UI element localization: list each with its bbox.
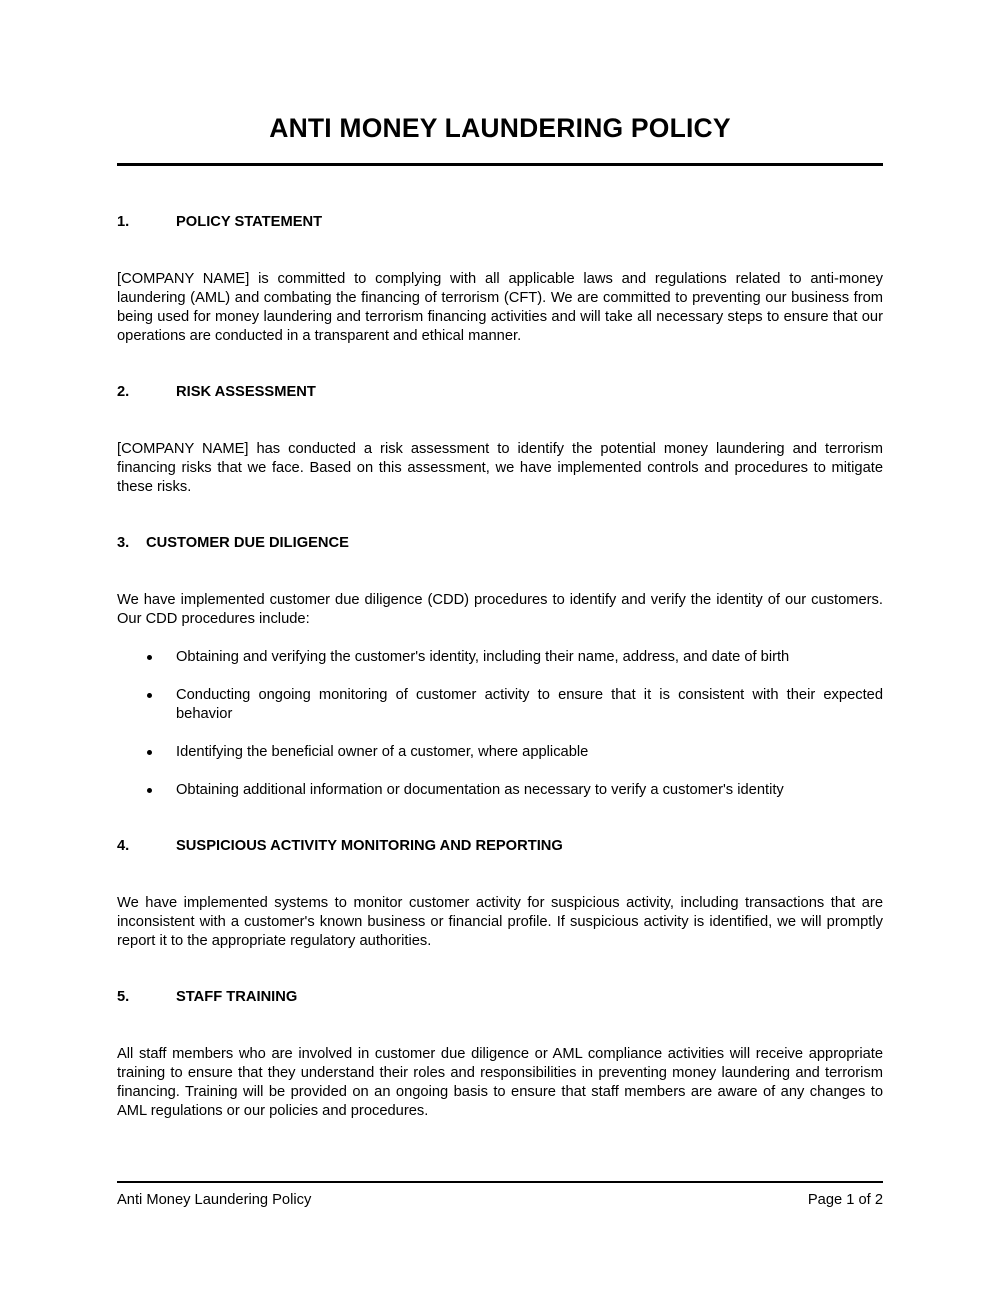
bullet-icon xyxy=(147,750,152,755)
section-risk-assessment xyxy=(117,383,883,497)
section-heading-row xyxy=(117,837,883,856)
document-content xyxy=(117,0,883,1121)
footer-row xyxy=(117,1191,883,1210)
bullet-text: Identifying the beneficial owner of a customer, where applicable xyxy=(176,744,589,760)
section-number: 3. xyxy=(117,535,130,551)
section-paragraph: We have implemented customer due diligence (CDD) procedures to identify and verify the identity of our customers. Our CDD procedures include: xyxy=(117,592,883,627)
footer-page-number: Page 1 of 2 xyxy=(807,1192,883,1208)
bullet-icon xyxy=(147,693,152,698)
bullet-text: Conducting ongoing monitoring of customer activity to ensure that it is consistent with their expected behavior xyxy=(176,687,883,722)
section-number: 5. xyxy=(117,989,130,1005)
bullet-icon xyxy=(147,655,152,660)
bullet-item xyxy=(117,686,883,724)
bullet-item xyxy=(117,743,883,762)
bullet-text: Obtaining additional information or documentation as necessary to verify a customer's identity xyxy=(176,782,784,798)
footer-document-title: Anti Money Laundering Policy xyxy=(117,1192,312,1208)
bullet-text: Obtaining and verifying the customer's identity, including their name, address, and date of birth xyxy=(176,649,790,665)
section-paragraph: All staff members who are involved in customer due diligence or AML compliance activities will receive appropriate training to ensure that they understand their roles and responsibilities in preventing money laundering and terrorism financing. Training will be provided on an ongoing basis to ensure that staff members are aware of any changes to AML regulations or our policies and procedures. xyxy=(117,1046,883,1119)
section-policy-statement xyxy=(117,213,883,346)
bullet-icon xyxy=(147,788,152,793)
section-customer-due-diligence xyxy=(117,534,883,800)
footer-rule xyxy=(117,1181,883,1183)
title-rule xyxy=(117,163,883,166)
section-paragraph: We have implemented systems to monitor customer activity for suspicious activity, including transactions that are inconsistent with a customer's known business or financial profile. If suspicious activity is identified, we will promptly report it to the appropriate regulatory authorities. xyxy=(117,895,883,949)
section-heading-row xyxy=(117,213,883,232)
section-number: 2. xyxy=(117,384,130,400)
section-title: POLICY STATEMENT xyxy=(176,214,323,230)
section-staff-training xyxy=(117,988,883,1121)
page-footer xyxy=(117,1181,883,1210)
cdd-bullet-list xyxy=(117,648,883,800)
section-title: SUSPICIOUS ACTIVITY MONITORING AND REPORTING xyxy=(176,838,563,854)
section-title: CUSTOMER DUE DILIGENCE xyxy=(146,535,349,551)
section-heading-row xyxy=(117,534,883,553)
section-suspicious-activity xyxy=(117,837,883,951)
bullet-item xyxy=(117,781,883,800)
section-heading-row xyxy=(117,988,883,1007)
section-title: STAFF TRAINING xyxy=(176,989,298,1005)
section-paragraph: [COMPANY NAME] has conducted a risk assessment to identify the potential money laundering and terrorism financing risks that we face. Based on this assessment, we have implemented controls and procedures to mitigate these risks. xyxy=(117,441,883,495)
bullet-item xyxy=(117,648,883,667)
section-number: 1. xyxy=(117,214,130,230)
section-number: 4. xyxy=(117,838,130,854)
section-heading-row xyxy=(117,383,883,402)
document-title: ANTI MONEY LAUNDERING POLICY xyxy=(269,113,731,143)
section-title: RISK ASSESSMENT xyxy=(176,384,316,400)
section-paragraph: [COMPANY NAME] is committed to complying with all applicable laws and regulations related to anti-money laundering (AML) and combating the financing of terrorism (CFT). We are committed to preventing our business from being used for money laundering and terrorism financing activities and will take all necessary steps to ensure that our operations are conducted in a transparent and ethical manner. xyxy=(117,271,883,344)
